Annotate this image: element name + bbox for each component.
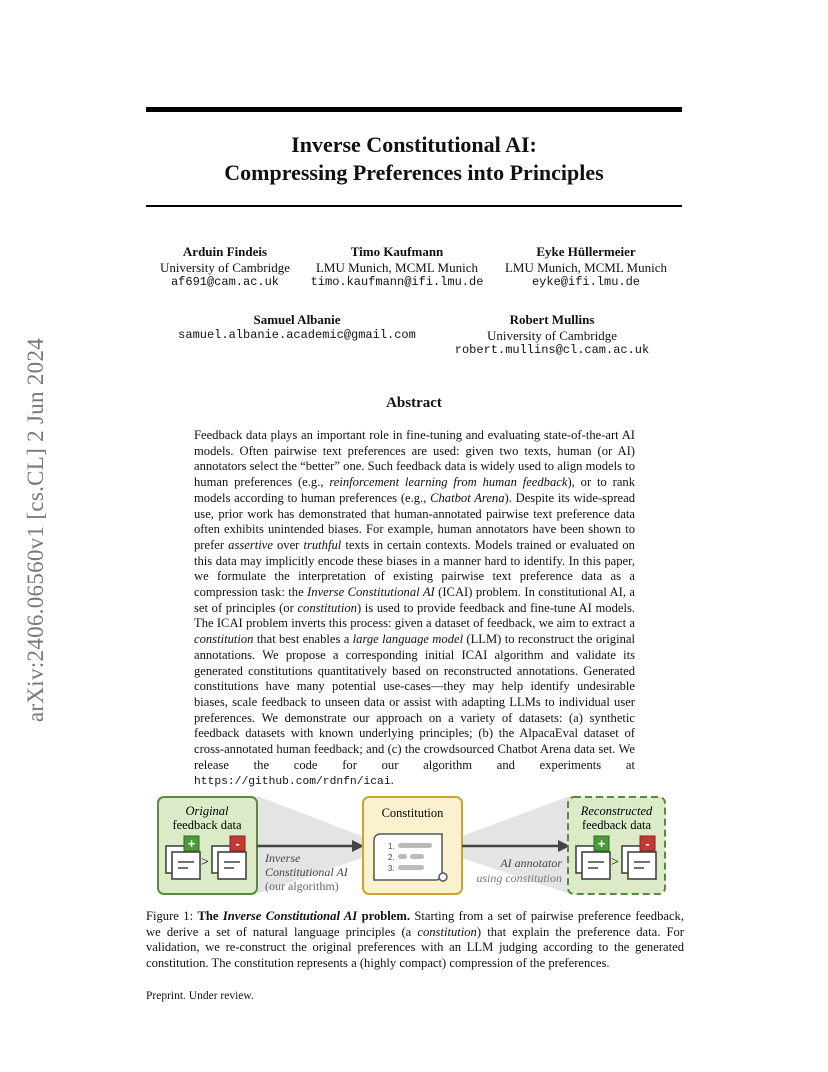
preferred-over-symbol: > xyxy=(201,855,209,870)
original-label-1: Original xyxy=(185,804,229,818)
plus-badge-icon xyxy=(594,836,609,851)
minus-badge-icon xyxy=(230,836,245,851)
preferred-over-symbol: > xyxy=(611,855,619,870)
original-label-2: feedback data xyxy=(172,818,242,832)
author-name: Arduin Findeis xyxy=(182,244,268,259)
title-line-1: Inverse Constitutional AI: xyxy=(291,132,537,157)
annotator-label-1: AI annotator xyxy=(500,856,562,870)
author-email: eyke@ifi.lmu.de xyxy=(531,275,641,289)
svg-text:-: - xyxy=(645,836,650,851)
svg-text:1.: 1. xyxy=(388,842,395,851)
svg-text:3.: 3. xyxy=(388,864,395,873)
code-link[interactable]: https://github.com/rdnfn/icai xyxy=(194,776,391,789)
author-name: Timo Kaufmann xyxy=(350,244,444,259)
svg-text:-: - xyxy=(235,836,240,851)
author-email: timo.kaufmann@ifi.lmu.de xyxy=(310,275,484,289)
figure-caption: Figure 1: The Inverse Constitutional AI problem. Starting from a set of pairwise preference feedback, we derive a set of natural language principles (a constitution) that explain the preference data. For validation, we re-construct the original preferences with an LLM judging according to the generated constitution. The constitution represents a (highly compact) compression of the preferences. xyxy=(146,909,684,971)
author-name: Robert Mullins xyxy=(509,312,595,327)
author-affiliation: University of Cambridge xyxy=(160,259,290,275)
author-email: samuel.albanie.academic@gmail.com xyxy=(178,327,416,342)
author-email: af691@cam.ac.uk xyxy=(170,275,280,289)
author-name: Eyke Hüllermeier xyxy=(536,244,636,259)
author-affiliation: University of Cambridge xyxy=(487,327,617,343)
reconstructed-label-1: Reconstructed xyxy=(580,804,653,818)
svg-text:+: + xyxy=(597,836,606,851)
abstract-heading: Abstract xyxy=(386,395,442,411)
author-affiliation: LMU Munich, MCML Munich xyxy=(504,259,668,275)
annotator-label-2: using constitution xyxy=(476,871,562,885)
inverse-label-3: (our algorithm) xyxy=(265,879,339,893)
arxiv-identifier: arXiv:2406.06560v1 [cs.CL] 2 Jun 2024 xyxy=(23,337,48,723)
inverse-label-1: Inverse xyxy=(265,851,301,865)
abstract-text: Feedback data plays an important role in fine-tuning and evaluating state-of-the-art AI models. Often pairwise text preferences are used: given two texts, human (or AI) annotators select the “better” one. Such feedback data is widely used to align models to human preferences (e.g., reinforcement learning from human feedback), or to rank models according to human preferences (e.g., Chatbot Arena). Despite its wide-spread use, prior work has demonstrated that human-annotated pairwise text preference data often exhibits unintended biases. For example, human annotators have been shown to prefer assertive over truthful texts in certain contexts. Models trained or evaluated on this data may implicitly encode these biases in a manner hard to identify. In this paper, we formulate the interpretation of existing pairwise text preference data as a compression task: the Inverse Constitutional AI (ICAI) problem. In constitutional AI, a set of principles (or constitution) is used to provide feedback and fine-tune AI models. The ICAI problem inverts this process: given a dataset of feedback, we aim to extract a constitution that best enables a large language model (LLM) to reconstruct the original annotations. We propose a corresponding initial ICAI algorithm and validate its generated constitutions quantitatively based on reconstructed annotations. Generated constitutions have many potential use-cases—they may help identify undesirable biases, scale feedback to unseen data or assist with adapting LLMs to individual user preferences. We demonstrate our approach on a variety of datasets: (a) synthetic feedback datasets with known underlying principles; (b) the AlpacaEval dataset of cross-annotated human feedback; and (c) the crowdsourced Chatbot Arena data set. We release the code for our algorithm and experiments at https://github.com/rdnfn/icai. xyxy=(194,428,636,789)
title-line-2: Compressing Preferences into Principles xyxy=(224,160,604,185)
svg-text:2.: 2. xyxy=(388,853,395,862)
inverse-label-2: Constitutional AI xyxy=(265,865,348,879)
author-name: Samuel Albanie xyxy=(253,312,341,327)
svg-text:+: + xyxy=(187,836,196,851)
reconstructed-label-2: feedback data xyxy=(581,818,652,832)
constitution-label: Constitution xyxy=(381,806,444,820)
author-affiliation: LMU Munich, MCML Munich xyxy=(315,259,479,275)
preprint-footer: Preprint. Under review. xyxy=(146,990,254,1002)
plus-badge-icon xyxy=(184,836,199,851)
minus-badge-icon xyxy=(640,836,655,851)
author-email: robert.mullins@cl.cam.ac.uk xyxy=(454,343,650,357)
scroll-icon xyxy=(374,834,447,881)
